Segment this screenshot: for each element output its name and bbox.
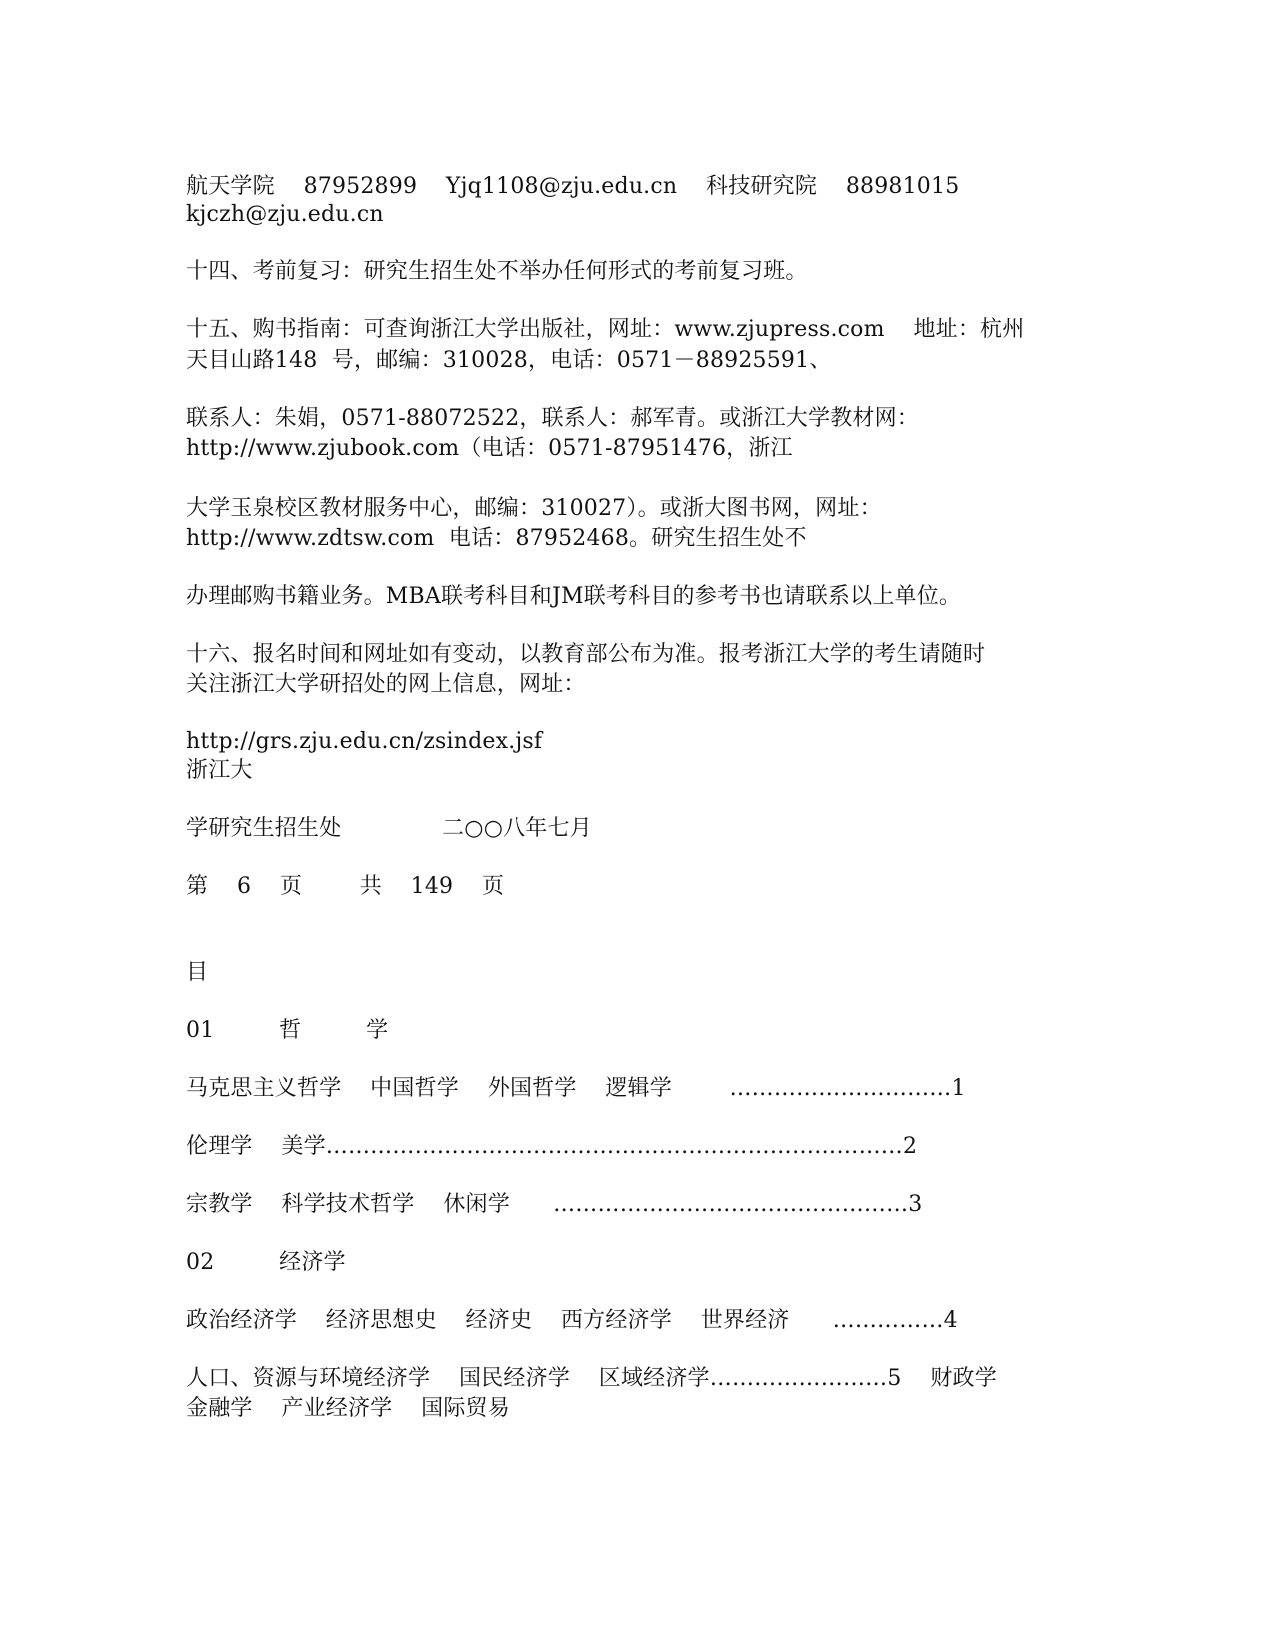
section-16-line-2: 关注浙江大学研招处的网上信息，网址：: [186, 672, 586, 697]
section-16-line-1: 十六、报名时间和网址如有变动，以教育部公布为准。报考浙江大学的考生请随时: [186, 642, 986, 667]
section-15-line-7: 办理邮购书籍业务。MBA联考科目和JM联考科目的参考书也请联系以上单位。: [186, 584, 962, 609]
toc-entry: 政治经济学 经济思想史 经济史 西方经济学 世界经济 ……………4: [186, 1308, 958, 1333]
contact-line: 航天学院 87952899 Yjq1108@zju.edu.cn 科技研究院 88981015: [186, 174, 960, 199]
toc-heading: 目: [186, 960, 209, 985]
section-14-paragraph: 十四、考前复习：研究生招生处不举办任何形式的考前复习班。: [186, 259, 808, 284]
section-16-url: http://grs.zju.edu.cn/zsindex.jsf: [186, 729, 543, 754]
toc-entry: 马克思主义哲学 中国哲学 外国哲学 逻辑学 …………………………1: [186, 1076, 966, 1101]
page-footer: 第 6 页 共 149 页: [186, 874, 505, 899]
toc-entry: 人口、资源与环境经济学 国民经济学 区域经济学……………………5 财政学: [186, 1366, 997, 1391]
section-15-line-4: http://www.zjubook.com（电话：0571-87951476，浙江: [186, 436, 793, 461]
section-15-line-1: 十五、购书指南：可查询浙江大学出版社，网址：www.zjupress.com 地址：杭州: [186, 317, 1025, 342]
toc-entry: 伦理学 美学……………………………………………………………………2: [186, 1134, 918, 1159]
section-15-line-2: 天目山路148 号，邮编：310028，电话：0571－88925591、: [186, 348, 832, 373]
section-15-line-6: http://www.zdtsw.com 电话：87952468。研究生招生处不: [186, 526, 807, 551]
toc-entry: 01 哲 学: [186, 1018, 389, 1043]
toc-entry: 02 经济学: [186, 1250, 346, 1275]
signature-date-line: 学研究生招生处 二○○八年七月: [186, 816, 592, 841]
toc-entry: 宗教学 科学技术哲学 休闲学 …………………………………………3: [186, 1192, 923, 1217]
section-15-line-5: 大学玉泉校区教材服务中心，邮编：310027）。或浙大图书网，网址：: [186, 496, 882, 521]
contact-email-line: kjczh@zju.edu.cn: [186, 202, 384, 227]
toc-entry: 金融学 产业经济学 国际贸易: [186, 1396, 510, 1421]
section-15-line-3: 联系人：朱娟，0571-88072522，联系人：郝军青。或浙江大学教材网：: [186, 406, 920, 431]
section-16-line-4: 浙江大: [186, 758, 253, 783]
